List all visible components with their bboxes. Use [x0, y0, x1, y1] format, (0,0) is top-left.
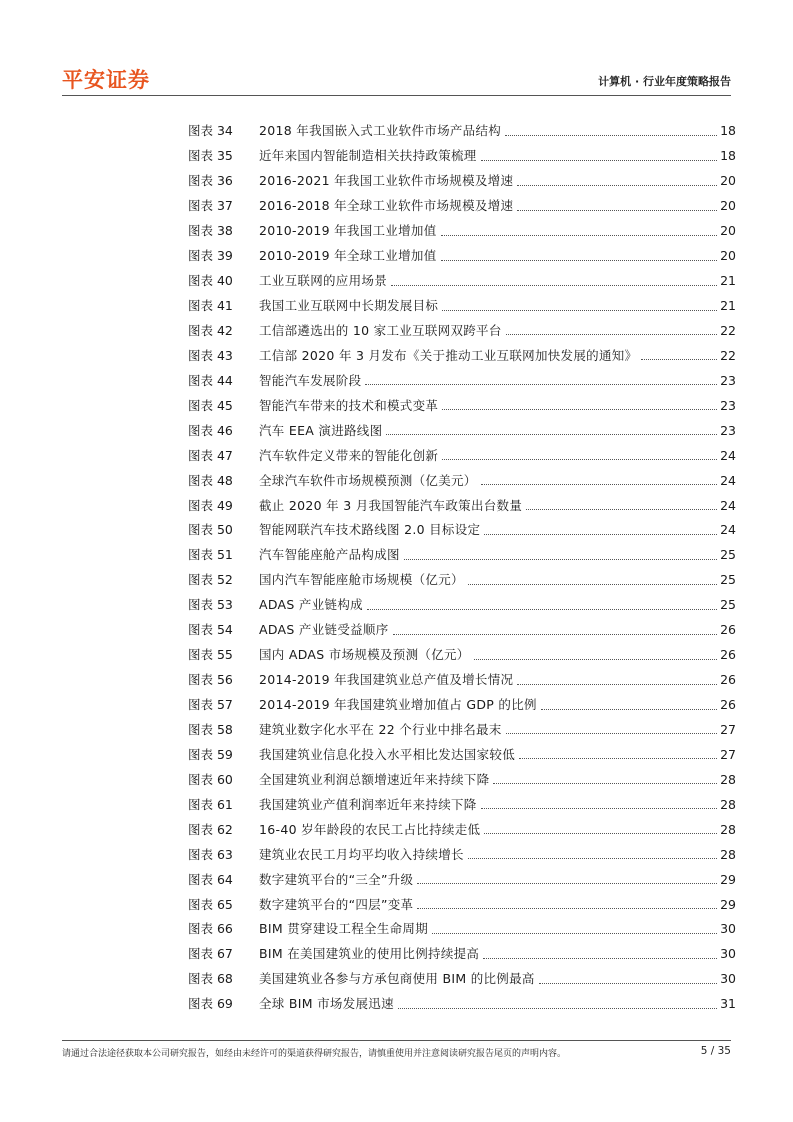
brand-logo: 平安证券 [62, 68, 150, 92]
page-number: 29 [720, 871, 736, 887]
toc-entry[interactable] [188, 936, 736, 961]
dot-leader [484, 833, 717, 834]
figure-title: 2018 年我国嵌入式工业软件市场产品结构 [259, 123, 502, 139]
figure-title: 全国建筑业利润总额增速近年来持续下降 [259, 771, 490, 787]
toc-entry[interactable] [188, 687, 736, 712]
dot-leader [474, 659, 718, 660]
page-number: 23 [720, 422, 736, 438]
page-number: 20 [720, 248, 736, 264]
figure-title: 国内 ADAS 市场规模及预测（亿元） [259, 647, 470, 663]
figure-title: 建筑业农民工月均平均收入持续增长 [259, 846, 464, 862]
figure-number: 图表 44 [188, 372, 233, 388]
figure-number: 图表 58 [188, 721, 233, 737]
dot-leader [432, 933, 717, 934]
dot-leader [541, 709, 717, 710]
dot-leader [393, 634, 718, 635]
page-number: 25 [720, 597, 736, 613]
toc-entry[interactable] [188, 811, 736, 836]
page-number: 30 [720, 971, 736, 987]
toc-entry[interactable] [188, 786, 736, 811]
toc-entry[interactable] [188, 288, 736, 313]
figure-number: 图表 66 [188, 921, 233, 937]
figure-number: 图表 35 [188, 148, 233, 164]
dot-leader [517, 185, 717, 186]
page-number: 26 [720, 622, 736, 638]
figure-number: 图表 63 [188, 846, 233, 862]
figure-number: 图表 51 [188, 547, 233, 563]
page-number: 30 [720, 946, 736, 962]
toc-entry[interactable] [188, 113, 736, 138]
figure-title: 智能汽车带来的技术和模式变革 [259, 397, 439, 413]
toc-entry[interactable] [188, 537, 736, 562]
toc-entry[interactable] [188, 238, 736, 263]
figure-number: 图表 45 [188, 397, 233, 413]
figure-number: 图表 53 [188, 597, 233, 613]
page-number: 26 [720, 672, 736, 688]
toc-entry[interactable] [188, 836, 736, 861]
figure-number: 图表 38 [188, 223, 233, 239]
page-number: 20 [720, 173, 736, 189]
figure-title: 2014-2019 年我国建筑业增加值占 GDP 的比例 [259, 697, 537, 712]
dot-leader [386, 434, 717, 435]
page-number: 27 [720, 746, 736, 762]
page-number: 18 [720, 123, 736, 139]
toc-entry[interactable] [188, 337, 736, 362]
page-number: 23 [720, 397, 736, 413]
page-number: 24 [720, 472, 736, 488]
figure-title: 我国工业互联网中长期发展目标 [259, 298, 439, 313]
dot-leader [468, 584, 717, 585]
figure-number: 图表 34 [188, 123, 233, 139]
dot-leader [506, 733, 717, 734]
toc-entry[interactable] [188, 637, 736, 662]
dot-leader [483, 958, 717, 959]
toc-entry[interactable] [188, 986, 736, 1011]
toc-entry[interactable] [188, 512, 736, 537]
page-number: 24 [720, 447, 736, 463]
dot-leader [442, 409, 717, 410]
figure-title: 截止 2020 年 3 月我国智能汽车政策出台数量 [259, 497, 523, 513]
dot-leader [391, 285, 717, 286]
figure-number: 图表 50 [188, 522, 233, 538]
figure-title: 全球汽车软件市场规模预测（亿美元） [259, 472, 477, 488]
page-number: 21 [720, 298, 736, 313]
figure-title: 2010-2019 年我国工业增加值 [259, 223, 437, 239]
figure-number: 图表 36 [188, 173, 233, 189]
figure-number: 图表 59 [188, 746, 233, 762]
report-subtitle: 计算机 · 行业年度策略报告 [598, 75, 731, 88]
figure-title: 汽车智能座舱产品构成图 [259, 547, 400, 563]
figure-number: 图表 65 [188, 896, 233, 912]
dot-leader [641, 359, 717, 360]
page-number: 28 [720, 771, 736, 787]
figure-title: 16-40 岁年龄段的农民工占比持续走低 [259, 821, 481, 837]
figure-number: 图表 42 [188, 322, 233, 338]
figure-number: 图表 47 [188, 447, 233, 463]
figure-title: 2016-2021 年我国工业软件市场规模及增速 [259, 173, 514, 189]
figure-title: 工信部遴选出的 10 家工业互联网双跨平台 [259, 322, 502, 338]
figure-title: BIM 在美国建筑业的使用比例持续提高 [259, 946, 480, 962]
figure-number: 图表 49 [188, 497, 233, 513]
figure-number: 图表 52 [188, 572, 233, 588]
figure-title: ADAS 产业链构成 [259, 597, 363, 613]
page-number: 23 [720, 372, 736, 388]
figure-title: 建筑业数字化水平在 22 个行业中排名最末 [259, 721, 502, 737]
figure-number: 图表 57 [188, 697, 233, 712]
page-number: 31 [720, 996, 736, 1012]
dot-leader [484, 534, 717, 535]
toc-entry[interactable] [188, 487, 736, 512]
figure-title: 全球 BIM 市场发展迅速 [259, 996, 394, 1012]
dot-leader [468, 858, 717, 859]
dot-leader [526, 509, 717, 510]
dot-leader [442, 310, 717, 311]
figure-number: 图表 64 [188, 871, 233, 887]
page-number: 26 [720, 647, 736, 663]
figure-title: 近年来国内智能制造相关扶持政策梳理 [259, 148, 477, 164]
toc-entry[interactable] [188, 861, 736, 886]
figure-number: 图表 55 [188, 647, 233, 663]
dot-leader [539, 983, 717, 984]
dot-leader [506, 334, 717, 335]
toc-entry[interactable] [188, 712, 736, 737]
page-number: 26 [720, 697, 736, 712]
page-number: 27 [720, 721, 736, 737]
page-number: 21 [720, 273, 736, 289]
dot-leader [398, 1008, 717, 1009]
figure-number: 图表 41 [188, 298, 233, 313]
dot-leader [481, 808, 717, 809]
page-number: 29 [720, 896, 736, 912]
toc-entry[interactable] [188, 662, 736, 687]
dot-leader [517, 684, 717, 685]
toc-entry[interactable] [188, 313, 736, 338]
figure-number: 图表 39 [188, 248, 233, 264]
toc-entry[interactable] [188, 263, 736, 288]
figure-title: 国内汽车智能座舱市场规模（亿元） [259, 572, 464, 588]
dot-leader [517, 210, 717, 211]
page-number: 18 [720, 148, 736, 164]
figure-title: 智能汽车发展阶段 [259, 372, 362, 388]
toc-entry[interactable] [188, 562, 736, 587]
figure-number: 图表 48 [188, 472, 233, 488]
dot-leader [481, 484, 717, 485]
figure-title: 2016-2018 年全球工业软件市场规模及增速 [259, 198, 514, 214]
dot-leader [417, 883, 717, 884]
figure-title: 汽车 EEA 演进路线图 [259, 422, 383, 438]
page-number: 30 [720, 921, 736, 937]
figure-title: 工信部 2020 年 3 月发布《关于推动工业互联网加快发展的通知》 [259, 347, 638, 363]
figure-title: 工业互联网的应用场景 [259, 273, 388, 289]
page-indicator: 5 / 35 [700, 1045, 731, 1057]
dot-leader [505, 135, 717, 136]
toc-entry[interactable] [188, 886, 736, 911]
page-number: 28 [720, 821, 736, 837]
toc-entry[interactable] [188, 188, 736, 213]
toc-entry[interactable] [188, 412, 736, 437]
figure-title: ADAS 产业链受益顺序 [259, 622, 389, 638]
figure-number: 图表 40 [188, 273, 233, 289]
toc-entry[interactable] [188, 961, 736, 986]
figure-number: 图表 69 [188, 996, 233, 1012]
figure-number: 图表 43 [188, 347, 233, 363]
figure-number: 图表 37 [188, 198, 233, 214]
toc-entry[interactable] [188, 462, 736, 487]
figure-title: 美国建筑业各参与方承包商使用 BIM 的比例最高 [259, 971, 535, 987]
page-number: 22 [720, 322, 736, 338]
toc-entry[interactable] [188, 138, 736, 163]
toc-entry[interactable] [188, 911, 736, 936]
page-number: 25 [720, 547, 736, 563]
figure-title: 我国建筑业信息化投入水平相比发达国家较低 [259, 746, 516, 762]
figure-title: 2014-2019 年我国建筑业总产值及增长情况 [259, 672, 514, 688]
dot-leader [519, 758, 717, 759]
figure-title: 汽车软件定义带来的智能化创新 [259, 447, 439, 463]
figure-title: BIM 贯穿建设工程全生命周期 [259, 921, 429, 937]
page-number: 24 [720, 522, 736, 538]
toc-entry[interactable] [188, 213, 736, 238]
page-number: 24 [720, 497, 736, 513]
figure-title: 数字建筑平台的“四层”变革 [259, 896, 414, 912]
dot-leader [442, 459, 717, 460]
page-number: 20 [720, 223, 736, 239]
figure-number: 图表 54 [188, 622, 233, 638]
figure-number: 图表 62 [188, 821, 233, 837]
figure-title: 数字建筑平台的“三全”升级 [259, 871, 414, 887]
dot-leader [441, 235, 718, 236]
dot-leader [404, 559, 717, 560]
toc-entry[interactable] [188, 761, 736, 786]
page-number: 22 [720, 347, 736, 363]
page-number: 28 [720, 796, 736, 812]
toc-entry[interactable] [188, 362, 736, 387]
figure-number: 图表 60 [188, 771, 233, 787]
figure-number: 图表 61 [188, 796, 233, 812]
dot-leader [441, 260, 718, 261]
page-number: 25 [720, 572, 736, 588]
dot-leader [493, 783, 717, 784]
toc-entry[interactable] [188, 387, 736, 412]
dot-leader [367, 609, 717, 610]
figure-list [188, 113, 736, 1011]
header-divider [62, 95, 731, 96]
figure-number: 图表 68 [188, 971, 233, 987]
page-number: 20 [720, 198, 736, 214]
figure-title: 智能网联汽车技术路线图 2.0 目标设定 [259, 522, 481, 538]
dot-leader [365, 384, 717, 385]
toc-entry[interactable] [188, 437, 736, 462]
figure-title: 我国建筑业产值利润率近年来持续下降 [259, 796, 477, 812]
figure-number: 图表 56 [188, 672, 233, 688]
figure-number: 图表 46 [188, 422, 233, 438]
footer-disclaimer: 请通过合法途径获取本公司研究报告，如经由未经许可的渠道获得研究报告，请慎重使用并注意阅读研究报告尾页的声明内容。 [62, 1049, 567, 1059]
page-number: 28 [720, 846, 736, 862]
toc-entry[interactable] [188, 587, 736, 612]
figure-title: 2010-2019 年全球工业增加值 [259, 248, 437, 264]
toc-entry[interactable] [188, 612, 736, 637]
figure-number: 图表 67 [188, 946, 233, 962]
footer-divider [62, 1040, 731, 1041]
toc-entry[interactable] [188, 736, 736, 761]
dot-leader [481, 160, 717, 161]
toc-entry[interactable] [188, 163, 736, 188]
dot-leader [417, 908, 717, 909]
